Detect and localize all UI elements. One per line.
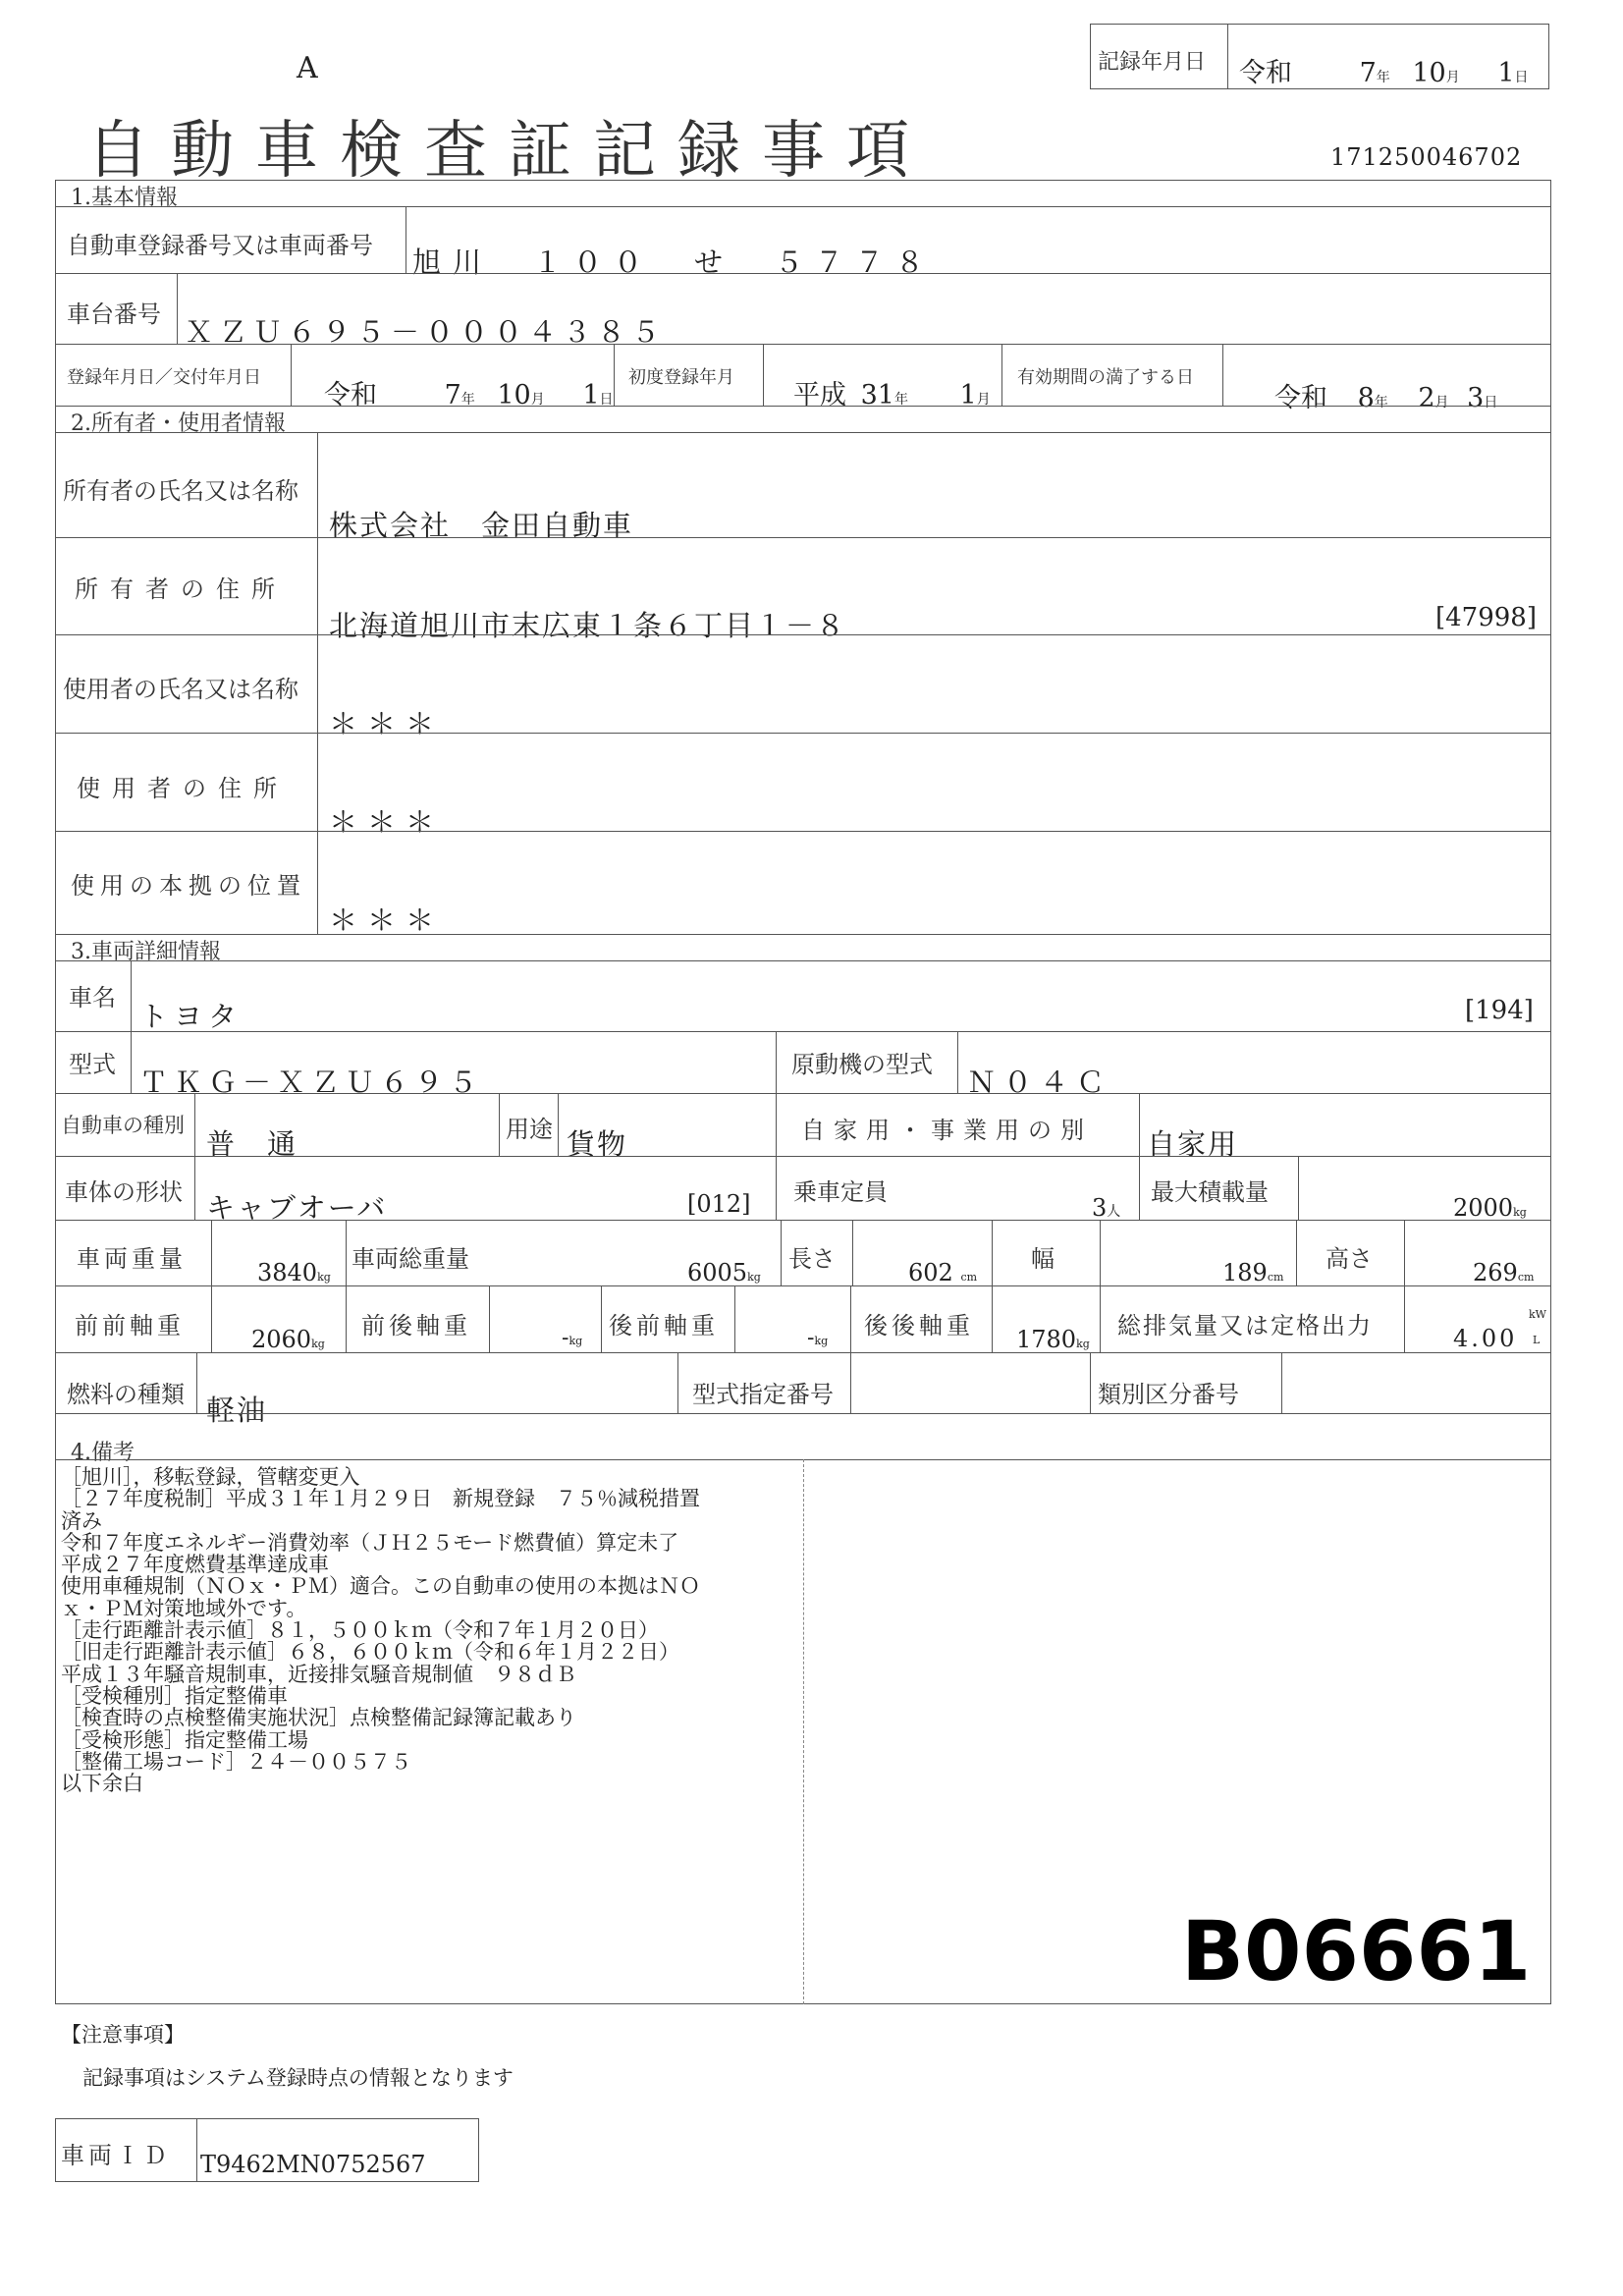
private-label: 自家用・事業用の別 [801, 1117, 1093, 1144]
type-label: 自動車の種別 [61, 1114, 185, 1137]
owner-name-value: 株式会社 金田自動車 [329, 509, 634, 542]
reg-number-value: 旭川 １００ せ ５７７８ [412, 246, 937, 279]
header-mark: A [297, 51, 318, 85]
user-addr-value: ＊＊＊ [329, 805, 445, 839]
rf-axle-label: 後前軸重 [609, 1312, 719, 1339]
fuel-label: 燃料の種類 [67, 1381, 185, 1408]
regdate-value: 令和 7年 10月 1日 [324, 380, 614, 410]
chassis-value: ＸＺＵ６９５－０００４３８５ [185, 315, 667, 349]
ff-axle-value: 2060kg [251, 1326, 325, 1353]
record-date-label: 記録年月日 [1098, 50, 1207, 75]
model-value: ＴＫＧ－ＸＺＵ６９５ [139, 1066, 484, 1099]
use-label: 用途 [506, 1116, 553, 1143]
notes-text: 記録事項はシステム登録時点の情報となります [82, 2066, 514, 2090]
gross-label: 車両総重量 [352, 1245, 469, 1273]
weight-value: 3840kg [257, 1259, 331, 1286]
owner-addr-value: 北海道旭川市末広東１条６丁目１－８ [329, 609, 847, 642]
expiry-label: 有効期間の満了する日 [1017, 367, 1194, 388]
capacity-value: 3人 [1092, 1194, 1121, 1222]
capacity-label: 乗車定員 [793, 1178, 888, 1206]
class-label: 類別区分番号 [1098, 1381, 1239, 1408]
fuel-value: 軽油 [206, 1394, 268, 1427]
base-label: 使用の本拠の位置 [71, 872, 306, 900]
shape-label: 車体の形状 [65, 1178, 183, 1206]
model-label: 型式 [69, 1051, 116, 1078]
displacement-value: 4.00 [1453, 1325, 1518, 1352]
rf-axle-value: -kg [807, 1326, 829, 1350]
rr-axle-label: 後後軸重 [864, 1312, 974, 1339]
engine-value: Ｎ０４Ｃ [967, 1066, 1113, 1099]
fr-axle-label: 前後軸重 [361, 1312, 471, 1339]
section-vehicle-title: 3.車両詳細情報 [71, 940, 221, 964]
record-date-value: 令和 7年 10月 1日 [1239, 58, 1529, 88]
document-number: 171250046702 [1330, 143, 1523, 171]
owner-addr-code: [47998] [1435, 603, 1537, 632]
length-label: 長さ [788, 1245, 836, 1273]
expiry-value: 令和 8年 2月 3日 [1274, 383, 1498, 413]
car-name-label: 車名 [69, 984, 116, 1011]
displacement-unit-kw: kW [1529, 1308, 1546, 1321]
vehicle-id-label: 車両ＩＤ [61, 2142, 171, 2169]
owner-name-label: 所有者の氏名又は名称 [63, 477, 298, 505]
displacement-unit-l: L [1533, 1334, 1541, 1346]
car-name-code: [194] [1465, 996, 1534, 1025]
use-value: 貨物 [567, 1127, 628, 1161]
first-reg-value: 平成 31年 1月 [793, 380, 991, 410]
rr-axle-value: 1780kg [1016, 1326, 1090, 1353]
shape-code: [012] [687, 1190, 751, 1218]
base-value: ＊＊＊ [329, 903, 445, 937]
user-name-label: 使用者の氏名又は名称 [63, 676, 298, 703]
reg-number-label: 自動車登録番号又は車両番号 [67, 232, 373, 259]
section-owner-title: 2.所有者・使用者情報 [71, 411, 286, 436]
section-basic-title: 1.基本情報 [71, 186, 178, 210]
maxload-value: 2000kg [1453, 1194, 1527, 1222]
fr-axle-value: -kg [562, 1326, 583, 1350]
gross-value: 6005kg [687, 1259, 761, 1286]
height-value: 269cm [1473, 1259, 1535, 1286]
width-label: 幅 [1031, 1245, 1055, 1273]
height-label: 高さ [1325, 1245, 1373, 1273]
engine-label: 原動機の型式 [791, 1051, 933, 1078]
typeno-label: 型式指定番号 [692, 1381, 834, 1408]
width-value: 189cm [1222, 1259, 1284, 1286]
vehicle-id-value: T9462MN0752567 [200, 2151, 426, 2178]
user-addr-label: 使用者の住所 [77, 775, 289, 802]
maxload-label: 最大積載量 [1151, 1178, 1269, 1206]
first-reg-label: 初度登録年月 [628, 367, 734, 388]
regdate-label: 登録年月日／交付年月日 [67, 367, 261, 388]
notes-title: 【注意事項】 [61, 2023, 185, 2047]
private-value: 自家用 [1147, 1127, 1239, 1161]
chassis-label: 車台番号 [67, 301, 161, 328]
weight-label: 車両重量 [77, 1245, 187, 1273]
section-remarks-title: 4.備考 [71, 1441, 135, 1465]
shape-value: キャブオーバ [206, 1191, 388, 1225]
page-title: 自動車検査証記録事項 [86, 115, 931, 188]
type-value: 普 通 [206, 1127, 298, 1161]
car-name-value: トヨタ [139, 1000, 243, 1033]
user-name-value: ＊＊＊ [329, 707, 445, 740]
remarks-text: ［旭川］，移転登録，管轄変更入 ［２７年度税制］平成３１年１月２９日 新規登録 ７５％減税措置 済み 令和７年度エネルギー消費効率（ＪＨ２５モード燃費値）算定未了 平成２７年度燃費基準達成車 使用車種規制（ＮＯｘ・ＰＭ）適合。この自動車の使用の本拠はＮＯ ｘ・ＰＭ対策地域外です。 ［走行距離計表示値］８１，５００ｋｍ（令和７年１月２０日） ［旧走行距離計表示値］６８，６００ｋｍ（令和６年１月２２日） 平成１３年騒音規制車，近接排気騒音規制値 ９８ｄＢ ［受検種別］指定整備車 ［検査時の点検整備実施状況］点検整備記録簿記載あり ［受検形態］指定整備工場 ［整備工場コード］２４－００５７５ 以下余白 [61, 1465, 700, 1796]
ff-axle-label: 前前軸重 [75, 1312, 185, 1339]
owner-addr-label: 所有者の住所 [75, 575, 287, 603]
document-stamp: B06661 [1181, 1903, 1532, 1999]
displacement-label: 総排気量又は定格出力 [1117, 1312, 1373, 1339]
length-value: 602 cm [908, 1259, 978, 1286]
